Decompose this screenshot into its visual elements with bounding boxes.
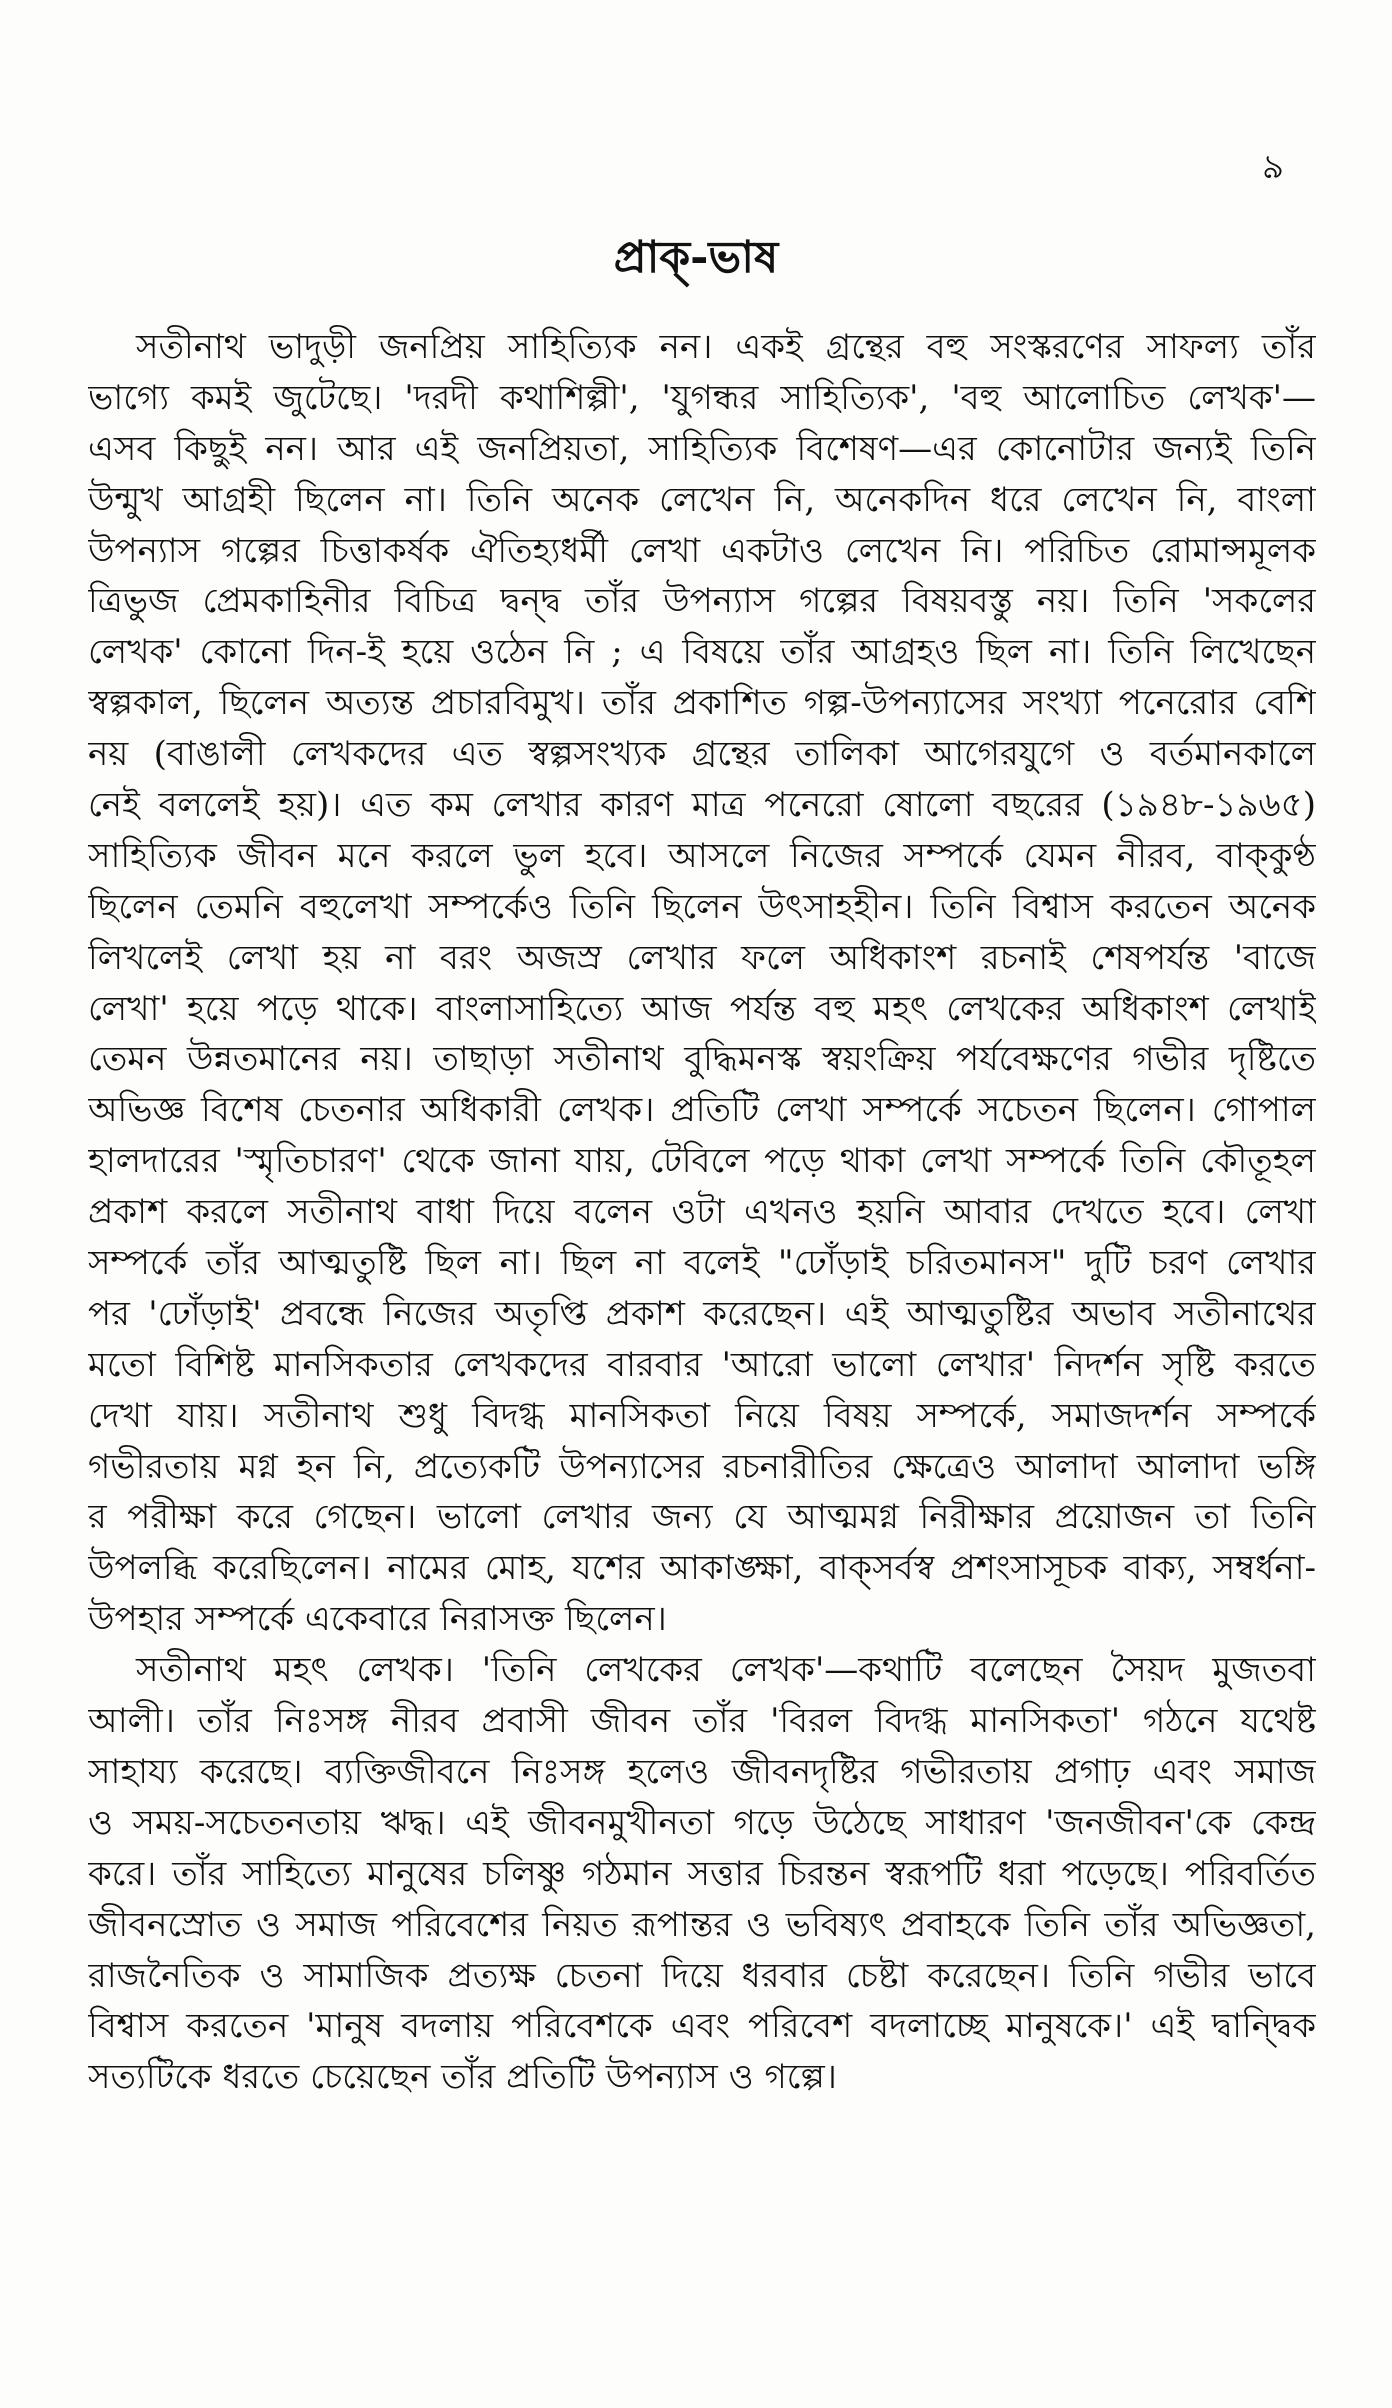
text-line: পর 'ঢোঁড়াই' প্রবন্ধে নিজের অতৃপ্তি প্রকাশ করেছেন। এই আত্মতুষ্টির অভাব সতীনাথের (88, 1293, 1316, 1334)
text-line: জীবনস্রোত ও সমাজ পরিবেশের নিয়ত রূপান্তর ও ভবিষ্যৎ প্রবাহকে তিনি তাঁর অভিজ্ঞতা, (88, 1904, 1316, 1945)
text-line: নেই বললেই হয়)। এত কম লেখার কারণ মাত্র পনেরো ষোলো বছরের (১৯৪৮-১৯৬৫) (88, 785, 1316, 826)
text-line: উপহার সম্পর্কে একেবারে নিরাসক্ত ছিলেন। (88, 1599, 667, 1640)
text-line: র পরীক্ষা করে গেছেন। ভালো লেখার জন্য যে আত্মমগ্ন নিরীক্ষার প্রয়োজন তা তিনি (88, 1497, 1316, 1538)
body-text (88, 322, 1316, 2103)
text-line: সত্যটিকে ধরতে চেয়েছেন তাঁর প্রতিটি উপন্যাস ও গল্পে। (88, 2057, 837, 2098)
text-line: তেমন উন্নতমানের নয়। তাছাড়া সতীনাথ বুদ্ধিমনস্ক স্বয়ংক্রিয় পর্যবেক্ষণের গভীর দৃষ্টিতে (88, 1039, 1316, 1080)
paragraph-2 (88, 1645, 1316, 2103)
chapter-title: প্রাক্‌-ভাষ (613, 232, 779, 283)
text-line: রাজনৈতিক ও সামাজিক প্রত্যক্ষ চেতনা দিয়ে ধরবার চেষ্টা করেছেন। তিনি গভীর ভাবে (88, 1955, 1316, 1996)
text-line: ত্রিভুজ প্রেমকাহিনীর বিচিত্র দ্বন্দ্ব তাঁর উপন্যাস গল্পের বিষয়বস্তু নয়। তিনি 'সকলের (88, 581, 1316, 622)
text-line: নয় (বাঙালী লেখকদের এত স্বল্পসংখ্যক গ্রন্থের তালিকা আগেরযুগে ও বর্তমানকালে (88, 734, 1316, 775)
text-line: হালদারের 'স্মৃতিচারণ' থেকে জানা যায়, টেবিলে পড়ে থাকা লেখা সম্পর্কে তিনি কৌতূহল (88, 1141, 1316, 1182)
text-line: আলী। তাঁর নিঃসঙ্গ নীরব প্রবাসী জীবন তাঁর 'বিরল বিদগ্ধ মানসিকতা' গঠনে যথেষ্ট (88, 1701, 1316, 1742)
paragraph-1 (88, 322, 1316, 1645)
text-line: প্রকাশ করলে সতীনাথ বাধা দিয়ে বলেন ওটা এখনও হয়নি আবার দেখতে হবে। লেখা (88, 1192, 1316, 1233)
text-line: সাহায্য করেছে। ব্যক্তিজীবনে নিঃসঙ্গ হলেও জীবনদৃষ্টির গভীরতায় প্রগাঢ় এবং সমাজ (88, 1751, 1316, 1792)
text-line: বিশ্বাস করতেন 'মানুষ বদলায় পরিবেশকে এবং পরিবেশ বদলাচ্ছে মানুষকে।' এই দ্বান্দ্বিক (88, 2006, 1316, 2047)
text-line: সাহিত্যিক জীবন মনে করলে ভুল হবে। আসলে নিজের সম্পর্কে যেমন নীরব, বাক্‌কুণ্ঠ (88, 835, 1316, 876)
text-line: ছিলেন তেমনি বহুলেখা সম্পর্কেও তিনি ছিলেন উৎসাহহীন। তিনি বিশ্বাস করতেন অনেক (88, 886, 1316, 927)
text-line: উপলব্ধি করেছিলেন। নামের মোহ, যশের আকাঙ্ক্ষা, বাক্‌সর্বস্ব প্রশংসাসূচক বাক্য, সম্বর্ধনা- (88, 1548, 1316, 1589)
text-line: লেখা' হয়ে পড়ে থাকে। বাংলাসাহিত্যে আজ পর্যন্ত বহু মহৎ লেখকের অধিকাংশ লেখাই (88, 988, 1316, 1029)
text-line: সতীনাথ মহৎ লেখক। 'তিনি লেখকের লেখক'—কথাটি বলেছেন সৈয়দ মুজতবা (136, 1650, 1316, 1691)
text-line: মতো বিশিষ্ট মানসিকতার লেখকদের বারবার 'আরো ভালো লেখার' নিদর্শন সৃষ্টি করতে (88, 1344, 1316, 1385)
text-line: স্বল্পকাল, ছিলেন অত্যন্ত প্রচারবিমুখ। তাঁর প্রকাশিত গল্প-উপন্যাসের সংখ্যা পনেরোর বেশি (88, 683, 1316, 724)
text-line: উপন্যাস গল্পের চিত্তাকর্ষক ঐতিহ্যধর্মী লেখা একটাও লেখেন নি। পরিচিত রোমান্সমূলক (88, 530, 1316, 571)
text-line: করে। তাঁর সাহিত্যে মানুষের চলিষ্ণু গঠমান সত্তার চিরন্তন স্বরূপটি ধরা পড়েছে। পরিবর্তিত (88, 1853, 1316, 1894)
text-line: এসব কিছুই নন। আর এই জনপ্রিয়তা, সাহিত্যিক বিশেষণ—এর কোনোটার জন্যই তিনি (88, 428, 1316, 469)
text-line: দেখা যায়। সতীনাথ শুধু বিদগ্ধ মানসিকতা নিয়ে বিষয় সম্পর্কে, সমাজদর্শন সম্পর্কে (88, 1395, 1316, 1436)
text-line: সম্পর্কে তাঁর আত্মতুষ্টি ছিল না। ছিল না বলেই "ঢোঁড়াই চরিতমানস" দুটি চরণ লেখার (88, 1243, 1316, 1284)
text-line: সতীনাথ ভাদুড়ী জনপ্রিয় সাহিত্যিক নন। একই গ্রন্থের বহু সংস্করণের সাফল্য তাঁর (136, 327, 1316, 367)
text-line: লেখক' কোনো দিন-ই হয়ে ওঠেন নি ; এ বিষয়ে তাঁর আগ্রহও ছিল না। তিনি লিখেছেন (88, 632, 1316, 673)
page-number: ৯ (1261, 147, 1284, 187)
text-line: গভীরতায় মগ্ন হন নি, প্রত্যেকটি উপন্যাসের রচনারীতির ক্ষেত্রেও আলাদা আলাদা ভঙ্গি (88, 1446, 1316, 1487)
text-line: উন্মুখ আগ্রহী ছিলেন না। তিনি অনেক লেখেন নি, অনেকদিন ধরে লেখেন নি, বাংলা (88, 479, 1316, 520)
text-line: অভিজ্ঞ বিশেষ চেতনার অধিকারী লেখক। প্রতিটি লেখা সম্পর্কে সচেতন ছিলেন। গোপাল (88, 1090, 1316, 1131)
text-line: ও সময়-সচেতনতায় ঋদ্ধ। এই জীবনমুখীনতা গড়ে উঠেছে সাধারণ 'জনজীবন'কে কেন্দ্র (88, 1802, 1316, 1843)
text-line: ভাগ্যে কমই জুটেছে। 'দরদী কথাশিল্পী', 'যুগন্ধর সাহিত্যিক', 'বহু আলোচিত লেখক'— (88, 377, 1316, 418)
text-line: লিখলেই লেখা হয় না বরং অজস্র লেখার ফলে অধিকাংশ রচনাই শেষপর্যন্ত 'বাজে (88, 937, 1316, 978)
